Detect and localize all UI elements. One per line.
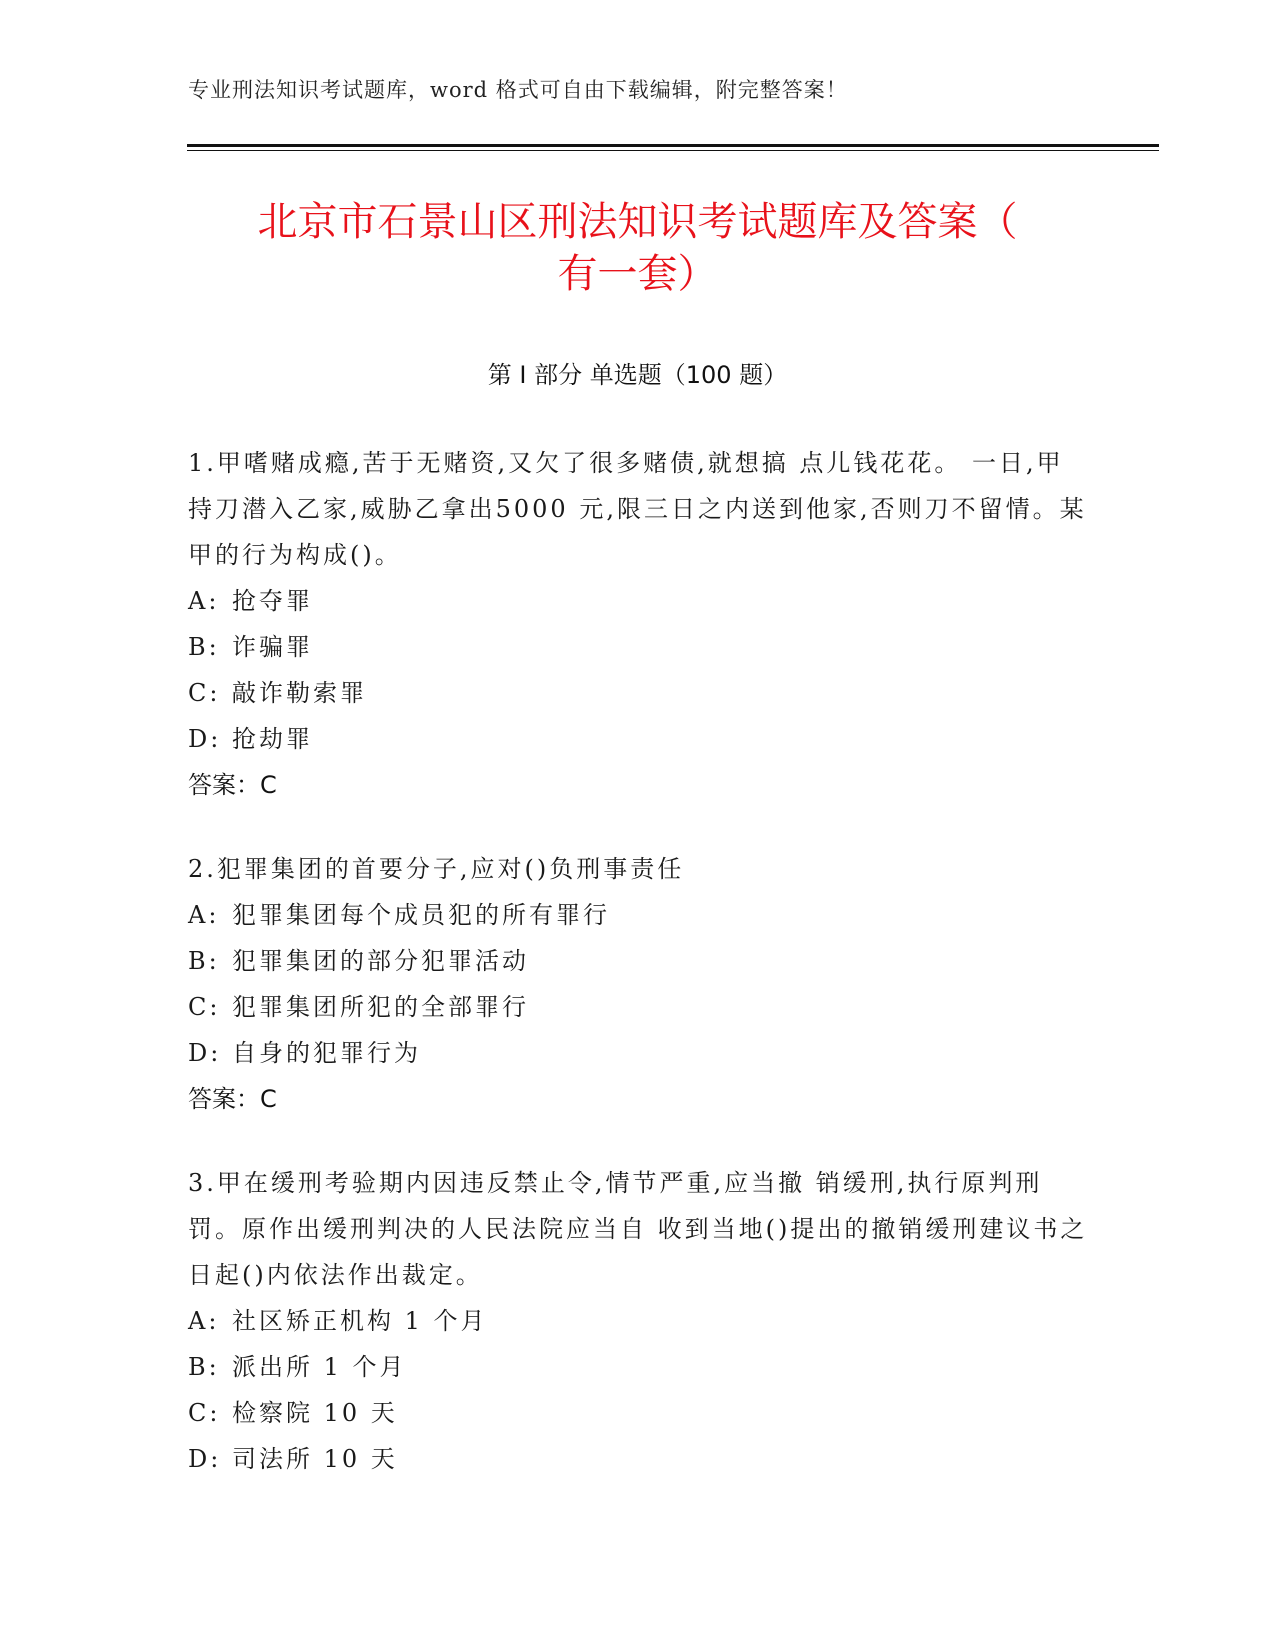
option-key: A: <box>188 1307 220 1335</box>
question-1 <box>188 440 1088 808</box>
option-text: 抢夺罪 <box>232 587 313 615</box>
option-key: B: <box>188 1353 220 1381</box>
option-a <box>188 578 1088 624</box>
option-text: 社区矫正机构 1 个月 <box>232 1307 488 1335</box>
option-key: D: <box>188 725 222 753</box>
option-key: D: <box>188 1039 222 1067</box>
option-text: 犯罪集团所犯的全部罪行 <box>232 993 529 1021</box>
option-text: 司法所 10 天 <box>232 1445 398 1473</box>
section-title: 第 I 部分 单选题（100 题） <box>487 361 788 389</box>
option-text: 自身的犯罪行为 <box>232 1039 421 1067</box>
question-3 <box>188 1160 1088 1482</box>
option-d <box>188 716 1088 762</box>
option-d <box>188 1030 1088 1076</box>
header-rule-thin <box>187 150 1159 151</box>
option-key: B: <box>188 633 220 661</box>
option-c <box>188 670 1088 716</box>
option-text: 检察院 10 天 <box>232 1399 398 1427</box>
option-a <box>188 892 1088 938</box>
option-b <box>188 1344 1088 1390</box>
question-2 <box>188 846 1088 1122</box>
option-text: 抢劫罪 <box>232 725 313 753</box>
question-stem: 2.犯罪集团的首要分子,应对()负刑事责任 <box>188 855 685 883</box>
option-text: 犯罪集团的部分犯罪活动 <box>232 947 529 975</box>
answer-line: 答案：C <box>188 1085 277 1113</box>
option-c <box>188 984 1088 1030</box>
header-note: 专业刑法知识考试题库，word 格式可自由下载编辑，附完整答案！ <box>188 78 848 102</box>
option-text: 派出所 1 个月 <box>232 1353 407 1381</box>
option-key: C: <box>188 679 221 707</box>
option-text: 犯罪集团每个成员犯的所有罪行 <box>232 901 610 929</box>
option-a <box>188 1298 1088 1344</box>
option-text: 诈骗罪 <box>232 633 313 661</box>
title-line-2: 有一套） <box>557 251 718 297</box>
option-key: A: <box>188 901 220 929</box>
answer-line: 答案：C <box>188 771 277 799</box>
header-rule-thick <box>187 144 1159 147</box>
question-list <box>188 440 1088 1520</box>
option-b <box>188 938 1088 984</box>
option-key: C: <box>188 993 221 1021</box>
option-key: C: <box>188 1399 221 1427</box>
option-d <box>188 1436 1088 1482</box>
option-text: 敲诈勒索罪 <box>232 679 367 707</box>
option-key: D: <box>188 1445 222 1473</box>
option-key: A: <box>188 587 220 615</box>
question-stem: 1.甲嗜赌成瘾,苦于无赌资,又欠了很多赌债,就想搞 点儿钱花花。 一日,甲持刀潜入乙家,威胁乙拿出5000 元,限三日之内送到他家,否则刀不留情。某甲的行为构成()。 <box>188 449 1087 569</box>
question-stem: 3.甲在缓刑考验期内因违反禁止令,情节严重,应当撤 销缓刑,执行原判刑罚。原作出缓刑判决的人民法院应当自 收到当地()提出的撤销缓刑建议书之日起()内依法作出裁定。 <box>188 1169 1088 1289</box>
title-line-1: 北京市石景山区刑法知识考试题库及答案（ <box>257 199 1018 245</box>
option-key: B: <box>188 947 220 975</box>
document-title <box>150 196 1125 300</box>
option-b <box>188 624 1088 670</box>
option-c <box>188 1390 1088 1436</box>
